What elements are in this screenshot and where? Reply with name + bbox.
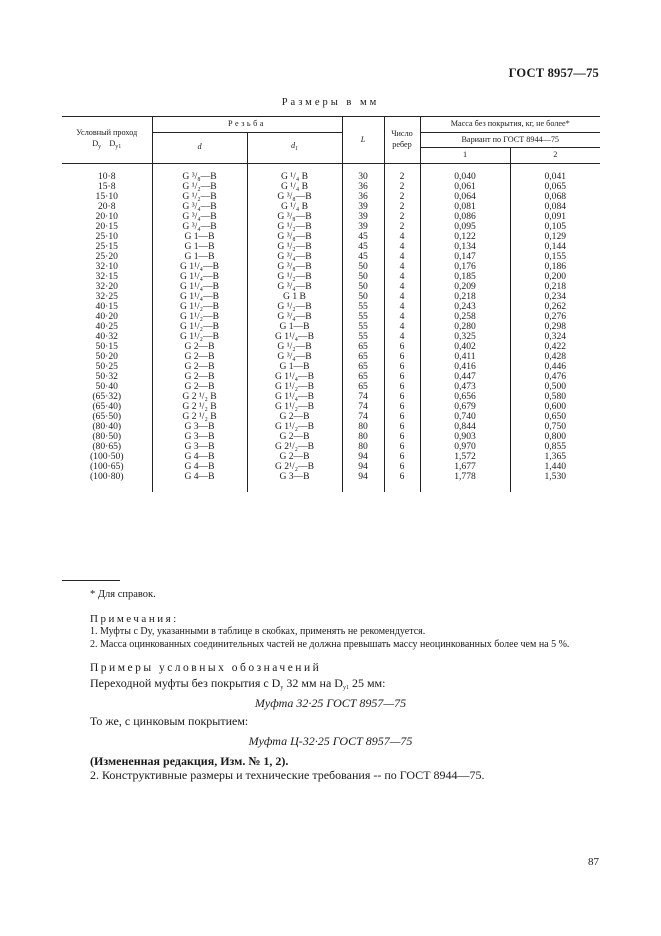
cell-ribs: 4 (384, 302, 420, 312)
cell-ribs: 2 (384, 192, 420, 202)
cell-mass-v2: 1,440 (544, 460, 567, 472)
cell-length: 36 (342, 192, 384, 202)
cell-mass-v1: 0,061 (420, 182, 510, 192)
cell-mass-v2: 0,065 (544, 180, 567, 192)
cell-mass-v2: 0,750 (544, 420, 567, 432)
cell-length: 80 (342, 422, 384, 432)
cell-nominal: 40·15 (62, 302, 152, 312)
table-row (62, 472, 600, 492)
cell-nominal: 32·25 (62, 292, 152, 302)
cell-mass-v1: 1,677 (420, 462, 510, 472)
cell-mass-v2: 0,800 (544, 430, 567, 442)
cell-mass-v1: 0,040 (420, 163, 510, 182)
cell-thread-d1: G ¹/₂—B (247, 272, 342, 282)
table-row (62, 452, 600, 462)
notes-title: Примечания: (90, 613, 179, 625)
cell-thread-d: G 1¹/₄—B (152, 272, 247, 282)
cell-ribs: 2 (384, 182, 420, 192)
col-mass: Масса без покрытия, кг, не более* (420, 117, 600, 133)
cell-length: 65 (342, 352, 384, 362)
col-variant-1: 1 (420, 148, 510, 164)
table-row (62, 442, 600, 452)
cell-thread-d: G ³/₄—B (152, 212, 247, 222)
table-row (62, 182, 600, 192)
col-thread-d: d (152, 132, 247, 163)
table-row (62, 272, 600, 282)
cell-nominal: (100·50) (62, 452, 152, 462)
cell-mass-v2: 0,091 (544, 210, 567, 222)
footnote-separator (62, 580, 120, 581)
table-row (62, 302, 600, 312)
cell-ribs: 6 (384, 382, 420, 392)
cell-mass-v2: 0,155 (544, 250, 567, 262)
cell-mass-v1: 0,416 (420, 362, 510, 372)
cell-mass-v2: 0,041 (544, 170, 567, 182)
cell-length: 55 (342, 302, 384, 312)
cell-thread-d: G 1—B (152, 242, 247, 252)
cell-mass-v2: 0,580 (544, 390, 567, 402)
cell-length: 45 (342, 232, 384, 242)
cell-thread-d: G 2 ¹/₂ B (152, 412, 247, 422)
cell-length: 55 (342, 322, 384, 332)
cell-mass-v1: 0,844 (420, 422, 510, 432)
cell-length: 45 (342, 252, 384, 262)
cell-thread-d: G 1—B (152, 252, 247, 262)
cell-thread-d: G ³/₄—B (152, 222, 247, 232)
cell-thread-d1: G ¹/₄ B (247, 202, 342, 212)
cell-mass-v1: 0,209 (420, 282, 510, 292)
cell-nominal: 32·15 (62, 272, 152, 282)
cell-length: 39 (342, 212, 384, 222)
cell-thread-d: G 1¹/₄—B (152, 282, 247, 292)
cell-mass-v1: 0,218 (420, 292, 510, 302)
cell-thread-d1: G 2¹/₂—B (247, 462, 342, 472)
cell-length: 30 (342, 163, 384, 182)
table-row (62, 282, 600, 292)
cell-mass-v2: 0,500 (544, 380, 567, 392)
cell-thread-d: G ¹/₂—B (152, 192, 247, 202)
cell-thread-d1: G ³/₄—B (247, 312, 342, 322)
cell-mass-v1: 0,134 (420, 242, 510, 252)
cell-mass-v1: 0,656 (420, 392, 510, 402)
cell-mass-v2: 0,422 (544, 340, 567, 352)
cell-thread-d1: G 1¹/₄—B (247, 372, 342, 382)
cell-length: 39 (342, 202, 384, 212)
cell-nominal: 50·15 (62, 342, 152, 352)
cell-nominal: 40·32 (62, 332, 152, 342)
cell-thread-d1: G 3—B (247, 472, 342, 492)
table-row (62, 242, 600, 252)
cell-length: 36 (342, 182, 384, 192)
cell-nominal: 50·40 (62, 382, 152, 392)
cell-mass-v2: 0,068 (544, 190, 567, 202)
cell-thread-d1: G ³/₈—B (247, 212, 342, 222)
cell-thread-d1: G ¹/₂—B (247, 302, 342, 312)
cell-nominal: 20·8 (62, 202, 152, 212)
cell-thread-d1: G ³/₄—B (247, 352, 342, 362)
cell-mass-v2: 0,234 (544, 290, 567, 302)
table-row (62, 262, 600, 272)
note-1: 1. Муфты с Dy, указанными в таблице в скобках, применять не рекомендуется. (90, 626, 426, 637)
cell-mass-v1: 0,679 (420, 402, 510, 412)
cell-mass-v1: 0,411 (420, 352, 510, 362)
cell-length: 50 (342, 272, 384, 282)
cell-thread-d: G 1¹/₂—B (152, 312, 247, 322)
cell-nominal: 20·15 (62, 222, 152, 232)
cell-ribs: 2 (384, 222, 420, 232)
cell-mass-v2: 0,105 (544, 220, 567, 232)
cell-mass-v2: 1,365 (544, 450, 567, 462)
table-row (62, 392, 600, 402)
cell-nominal: (100·80) (62, 472, 152, 492)
cell-ribs: 4 (384, 232, 420, 242)
cell-thread-d1: G 1¹/₂—B (247, 402, 342, 412)
cell-thread-d: G 1¹/₂—B (152, 322, 247, 332)
cell-mass-v2: 0,129 (544, 230, 567, 242)
cell-length: 74 (342, 412, 384, 422)
table-row (62, 252, 600, 262)
cell-mass-v1: 0,185 (420, 272, 510, 282)
cell-mass-v2: 0,218 (544, 280, 567, 292)
designation-2: Муфта Ц-32·25 ГОСТ 8957—75 (248, 734, 413, 748)
cell-thread-d1: G ³/₄—B (247, 252, 342, 262)
cell-thread-d1: G 2¹/₂—B (247, 442, 342, 452)
cell-nominal: 15·8 (62, 182, 152, 192)
cell-ribs: 4 (384, 252, 420, 262)
cell-thread-d1: G 1¹/₂—B (247, 422, 342, 432)
cell-thread-d1: G 1¹/₄—B (247, 332, 342, 342)
cell-thread-d: G 2—B (152, 382, 247, 392)
cell-length: 45 (342, 242, 384, 252)
cell-thread-d: G 1—B (152, 232, 247, 242)
cell-thread-d1: G 1¹/₄—B (247, 392, 342, 402)
table-row (62, 232, 600, 242)
table-row (62, 322, 600, 332)
table-caption: Размеры в мм (281, 97, 380, 108)
cell-nominal: 40·20 (62, 312, 152, 322)
cell-nominal: 20·10 (62, 212, 152, 222)
cell-nominal: 50·20 (62, 352, 152, 362)
cell-thread-d: G ³/₄—B (152, 202, 247, 212)
table-row (62, 312, 600, 322)
cell-length: 74 (342, 392, 384, 402)
cell-ribs: 6 (384, 462, 420, 472)
col-length: L (342, 117, 384, 164)
cell-ribs: 4 (384, 282, 420, 292)
cell-thread-d1: G ¹/₄ B (247, 182, 342, 192)
cell-thread-d: G 4—B (152, 462, 247, 472)
cell-thread-d1: G 2—B (247, 452, 342, 462)
cell-thread-d1: G ³/₈—B (247, 232, 342, 242)
cell-mass-v1: 0,064 (420, 192, 510, 202)
cell-mass-v2: 0,200 (544, 270, 567, 282)
cell-thread-d1: G ³/₈—B (247, 262, 342, 272)
cell-ribs: 6 (384, 472, 420, 492)
table-row (62, 342, 600, 352)
cell-mass-v2: 0,144 (544, 240, 567, 252)
cell-length: 80 (342, 432, 384, 442)
cell-nominal: (80·50) (62, 432, 152, 442)
cell-nominal: 25·10 (62, 232, 152, 242)
col-thread-d1: $d_1$ (247, 132, 342, 163)
cell-thread-d: G ¹/₂—B (152, 182, 247, 192)
cell-mass-v1: 0,258 (420, 312, 510, 322)
table-row (62, 422, 600, 432)
cell-thread-d1: G ¹/₂—B (247, 222, 342, 232)
footnote: * Для справок. (90, 589, 156, 600)
cell-nominal: 50·32 (62, 372, 152, 382)
cell-ribs: 6 (384, 392, 420, 402)
cell-thread-d1: G 1¹/₂—B (247, 382, 342, 392)
cell-length: 50 (342, 282, 384, 292)
col-variant-2: 2 (510, 148, 600, 164)
cell-thread-d: G 3—B (152, 442, 247, 452)
cell-mass-v2: 0,262 (544, 300, 567, 312)
cell-ribs: 4 (384, 322, 420, 332)
cell-nominal: (80·65) (62, 442, 152, 452)
table-row (62, 432, 600, 442)
cell-length: 50 (342, 292, 384, 302)
cell-nominal: 15·10 (62, 192, 152, 202)
table-row (62, 402, 600, 412)
table-row (62, 362, 600, 372)
col-variant: Вариант по ГОСТ 8944—75 (420, 132, 600, 148)
cell-thread-d: G 4—B (152, 472, 247, 492)
cell-length: 65 (342, 382, 384, 392)
cell-thread-d: G 2 ¹/₂ B (152, 392, 247, 402)
cell-thread-d1: G ¹/₄ B (247, 163, 342, 182)
cell-nominal: (100·65) (62, 462, 152, 472)
table-body (62, 163, 600, 492)
final-note: 2. Конструктивные размеры и технические требования -- по ГОСТ 8944—75. (90, 768, 485, 782)
cell-ribs: 4 (384, 272, 420, 282)
cell-thread-d: G 1¹/₄—B (152, 262, 247, 272)
table-row (62, 382, 600, 392)
cell-ribs: 6 (384, 452, 420, 462)
cell-mass-v1: 0,086 (420, 212, 510, 222)
cell-ribs: 6 (384, 442, 420, 452)
cell-thread-d1: G 1 B (247, 292, 342, 302)
cell-ribs: 6 (384, 372, 420, 382)
cell-mass-v1: 1,778 (420, 472, 510, 492)
table-row (62, 352, 600, 362)
cell-ribs: 4 (384, 292, 420, 302)
cell-mass-v1: 0,147 (420, 252, 510, 262)
cell-thread-d: G 2—B (152, 372, 247, 382)
cell-thread-d1: G 2—B (247, 412, 342, 422)
cell-ribs: 6 (384, 422, 420, 432)
cell-length: 55 (342, 312, 384, 322)
cell-mass-v1: 0,122 (420, 232, 510, 242)
cell-length: 74 (342, 402, 384, 412)
cell-mass-v1: 0,447 (420, 372, 510, 382)
cell-mass-v1: 0,903 (420, 432, 510, 442)
cell-ribs: 6 (384, 342, 420, 352)
cell-thread-d: G 3—B (152, 432, 247, 442)
col-nominal-pass: Условный проход $D_y$ $D_{y1}$ (62, 117, 152, 164)
cell-length: 50 (342, 262, 384, 272)
cell-thread-d: G 2 ¹/₂ B (152, 402, 247, 412)
cell-thread-d1: G 2—B (247, 432, 342, 442)
example-2-text: То же, с цинковым покрытием: (90, 714, 249, 728)
cell-mass-v2: 0,446 (544, 360, 567, 372)
cell-ribs: 4 (384, 262, 420, 272)
cell-mass-v2: 0,650 (544, 410, 567, 422)
cell-length: 94 (342, 452, 384, 462)
cell-nominal: 40·25 (62, 322, 152, 332)
cell-length: 94 (342, 462, 384, 472)
table-row (62, 192, 600, 202)
cell-mass-v1: 0,176 (420, 262, 510, 272)
cell-nominal: 25·20 (62, 252, 152, 262)
cell-mass-v1: 1,572 (420, 452, 510, 462)
revision-note: (Измененная редакция, Изм. № 1, 2). (90, 754, 289, 768)
cell-ribs: 4 (384, 242, 420, 252)
cell-nominal: (65·40) (62, 402, 152, 412)
table-row (62, 332, 600, 342)
cell-mass-v2: 0,428 (544, 350, 567, 362)
cell-mass-v1: 0,081 (420, 202, 510, 212)
cell-ribs: 6 (384, 412, 420, 422)
cell-ribs: 6 (384, 432, 420, 442)
cell-nominal: (80·40) (62, 422, 152, 432)
cell-ribs: 4 (384, 312, 420, 322)
cell-ribs: 2 (384, 163, 420, 182)
cell-thread-d1: G ¹/₂—B (247, 242, 342, 252)
cell-ribs: 6 (384, 362, 420, 372)
note-2: 2. Масса оцинкованных соединительных частей не должна превышать массу неоцинкованных более чем на 5 %. (90, 639, 570, 650)
cell-nominal: 10·8 (62, 163, 152, 182)
cell-mass-v2: 0,298 (544, 320, 567, 332)
cell-mass-v1: 0,243 (420, 302, 510, 312)
cell-thread-d1: G 1—B (247, 322, 342, 332)
cell-thread-d: G 2—B (152, 352, 247, 362)
col-ribs: Число ребер (384, 117, 420, 164)
cell-ribs: 4 (384, 332, 420, 342)
cell-thread-d1: G ¹/₂—B (247, 342, 342, 352)
cell-length: 65 (342, 342, 384, 352)
table-row (62, 202, 600, 212)
cell-nominal: 25·15 (62, 242, 152, 252)
cell-thread-d1: G ³/₈—B (247, 192, 342, 202)
cell-thread-d: G 1¹/₄—B (152, 292, 247, 302)
cell-mass-v1: 0,473 (420, 382, 510, 392)
cell-mass-v2: 0,276 (544, 310, 567, 322)
cell-ribs: 2 (384, 212, 420, 222)
table-row (62, 212, 600, 222)
cell-mass-v1: 0,325 (420, 332, 510, 342)
col-thread: Резьба (152, 117, 342, 133)
cell-length: 39 (342, 222, 384, 232)
cell-mass-v1: 0,970 (420, 442, 510, 452)
table-row (62, 292, 600, 302)
dimensions-table (62, 116, 600, 492)
examples-title: Примеры условных обозначений (90, 662, 322, 674)
cell-thread-d: G 3—B (152, 422, 247, 432)
cell-mass-v1: 0,095 (420, 222, 510, 232)
cell-thread-d: G 2—B (152, 362, 247, 372)
table-row (62, 462, 600, 472)
cell-length: 80 (342, 442, 384, 452)
cell-nominal: 50·25 (62, 362, 152, 372)
document-code: ГОСТ 8957—75 (508, 66, 599, 80)
cell-mass-v1: 0,402 (420, 342, 510, 352)
table-row (62, 372, 600, 382)
cell-thread-d: G 2—B (152, 342, 247, 352)
cell-mass-v2: 0,186 (544, 260, 567, 272)
cell-mass-v2: 0,084 (544, 200, 567, 212)
cell-thread-d: G 4—B (152, 452, 247, 462)
cell-mass-v2: 0,855 (544, 440, 567, 452)
cell-thread-d: G 1¹/₂—B (152, 302, 247, 312)
cell-mass-v2: 1,530 (544, 470, 567, 482)
cell-ribs: 6 (384, 352, 420, 362)
cell-length: 65 (342, 372, 384, 382)
cell-mass-v2: 0,324 (544, 330, 567, 342)
cell-length: 65 (342, 362, 384, 372)
cell-thread-d: G 1¹/₂—B (152, 332, 247, 342)
cell-length: 55 (342, 332, 384, 342)
cell-nominal: 32·20 (62, 282, 152, 292)
cell-length: 94 (342, 472, 384, 492)
cell-nominal: (65·32) (62, 392, 152, 402)
cell-thread-d1: G 1—B (247, 362, 342, 372)
cell-thread-d: G ³/₈—B (152, 163, 247, 182)
table-row (62, 222, 600, 232)
cell-mass-v1: 0,740 (420, 412, 510, 422)
cell-mass-v2: 0,600 (544, 400, 567, 412)
designation-1: Муфта 32·25 ГОСТ 8957—75 (254, 696, 407, 710)
cell-nominal: (65·50) (62, 412, 152, 422)
cell-thread-d1: G ³/₄—B (247, 282, 342, 292)
table-row (62, 163, 600, 182)
cell-nominal: 32·10 (62, 262, 152, 272)
page-number: 87 (588, 856, 599, 868)
cell-ribs: 6 (384, 402, 420, 412)
example-1-text: Переходной муфты без покрытия с $D_y$ 32 мм на $D_{y1}$ 25 мм: (90, 676, 386, 691)
cell-mass-v2: 0,476 (544, 370, 567, 382)
cell-mass-v1: 0,280 (420, 322, 510, 332)
cell-ribs: 2 (384, 202, 420, 212)
table-row (62, 412, 600, 422)
